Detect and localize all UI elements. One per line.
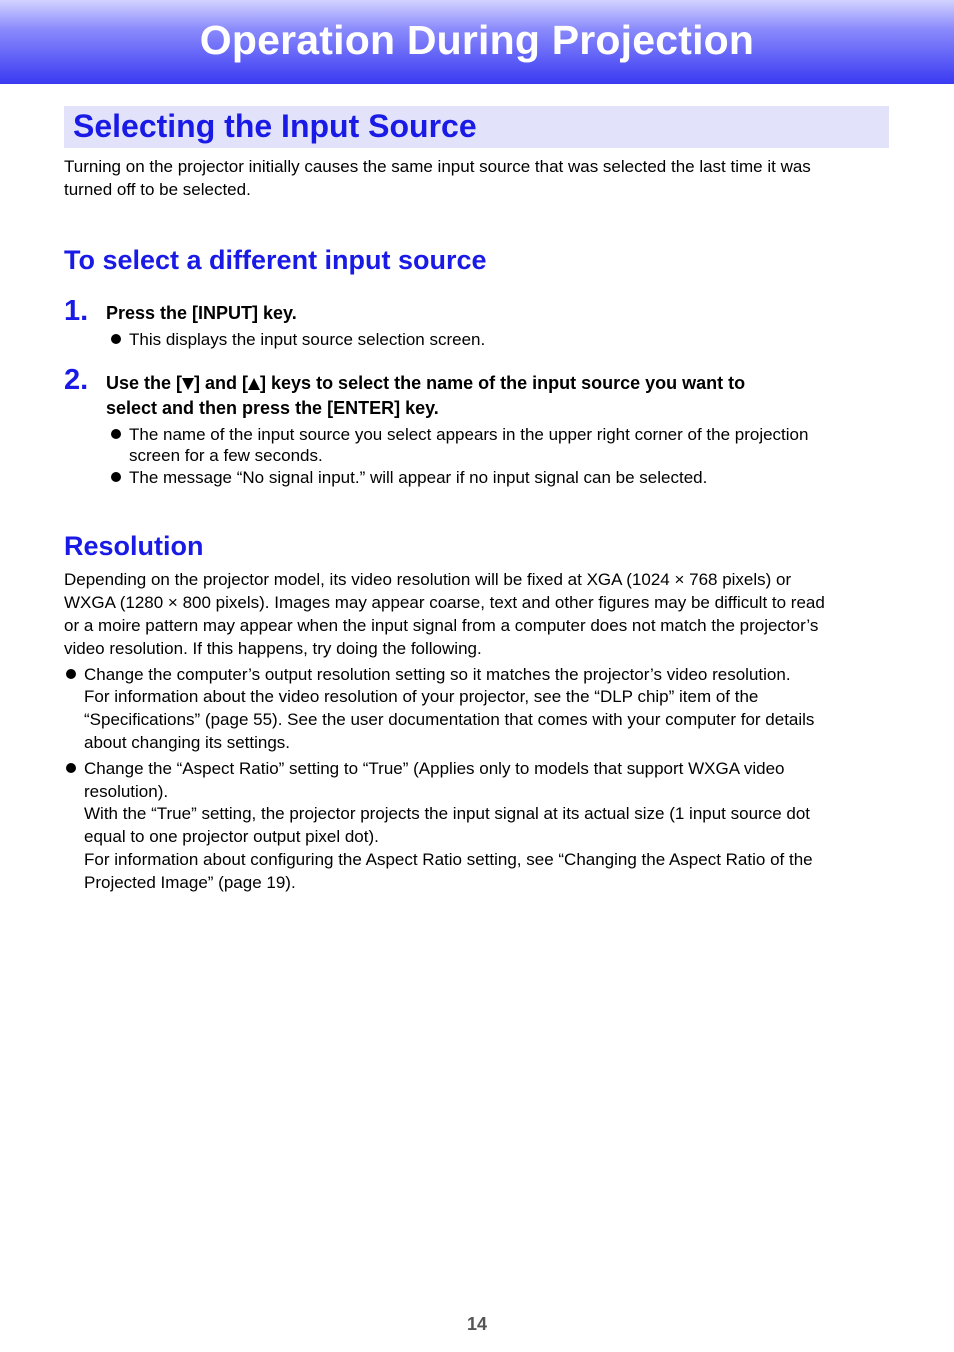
resolution-bullet-2-line: With the “True” setting, the projector projects the input signal at its actual size (1 input source dot	[84, 804, 811, 823]
bullet-dot	[111, 429, 121, 439]
step-2-number: 2.	[64, 364, 89, 396]
resolution-heading: Resolution	[64, 531, 204, 561]
step-1-text: Press the [INPUT] key.	[106, 303, 297, 323]
resolution-para-line: or a moire pattern may appear when the input signal from a computer does not match the projector’s	[64, 616, 819, 635]
resolution-bullet-2-line: equal to one projector output pixel dot).	[84, 827, 379, 846]
resolution-bullet-1-line: about changing its settings.	[84, 733, 291, 752]
section-header	[64, 106, 889, 148]
resolution-para-line: Depending on the projector model, its video resolution will be fixed at XGA (1024 × 768 pixels) or	[64, 570, 792, 589]
step-1-bullet-1: This displays the input source selection screen.	[129, 330, 486, 349]
resolution-bullet-2-line: Projected Image” (page 19).	[84, 873, 296, 892]
down-arrow-icon	[182, 378, 194, 390]
step-2-bullet-1-line-1: The name of the input source you select appears in the upper right corner of the projection	[129, 425, 809, 444]
resolution-para-line: video resolution. If this happens, try doing the following.	[64, 639, 482, 658]
step-1-number: 1.	[64, 295, 89, 327]
resolution-bullet-2-line: resolution).	[84, 782, 169, 801]
bullet-dot	[111, 334, 121, 344]
resolution-bullet-1-line: For information about the video resolution of your projector, see the “DLP chip” item of the	[84, 687, 759, 706]
bullet-dot	[66, 669, 76, 679]
step-2-text-line-2: select and then press the [ENTER] key.	[106, 398, 439, 418]
bullet-dot	[66, 763, 76, 773]
up-arrow-icon	[248, 378, 260, 390]
select-input-heading: To select a different input source	[64, 245, 487, 275]
resolution-bullet-2-line: For information about configuring the Aspect Ratio setting, see “Changing the Aspect Ratio of the	[84, 850, 813, 869]
resolution-bullet-1-line: “Specifications” (page 55). See the user documentation that comes with your computer for details	[84, 710, 815, 729]
resolution-bullet-2-line: Change the “Aspect Ratio” setting to “True” (Applies only to models that support WXGA video	[84, 759, 785, 778]
step-2-bullet-1-line-2: screen for a few seconds.	[129, 446, 323, 465]
title-banner	[0, 0, 954, 84]
intro-line-2: turned off to be selected.	[64, 180, 251, 199]
resolution-bullet-1-line: Change the computer’s output resolution setting so it matches the projector’s video resolution.	[84, 665, 791, 684]
bullet-dot	[111, 472, 121, 482]
page-number: 14	[466, 1314, 488, 1334]
step-2-bullet-2: The message “No signal input.” will appear if no input signal can be selected.	[129, 468, 708, 487]
resolution-para-line: WXGA (1280 × 800 pixels). Images may appear coarse, text and other figures may be difficult to read	[64, 593, 825, 612]
step-2-text-line-1: Use the [ ] and [ ] keys to select the name of the input source you want to	[106, 373, 746, 393]
section-title: Selecting the Input Source	[73, 108, 477, 144]
page-title: Operation During Projection	[199, 17, 755, 63]
intro-line-1: Turning on the projector initially causes the same input source that was selected the last time it was	[64, 157, 811, 176]
